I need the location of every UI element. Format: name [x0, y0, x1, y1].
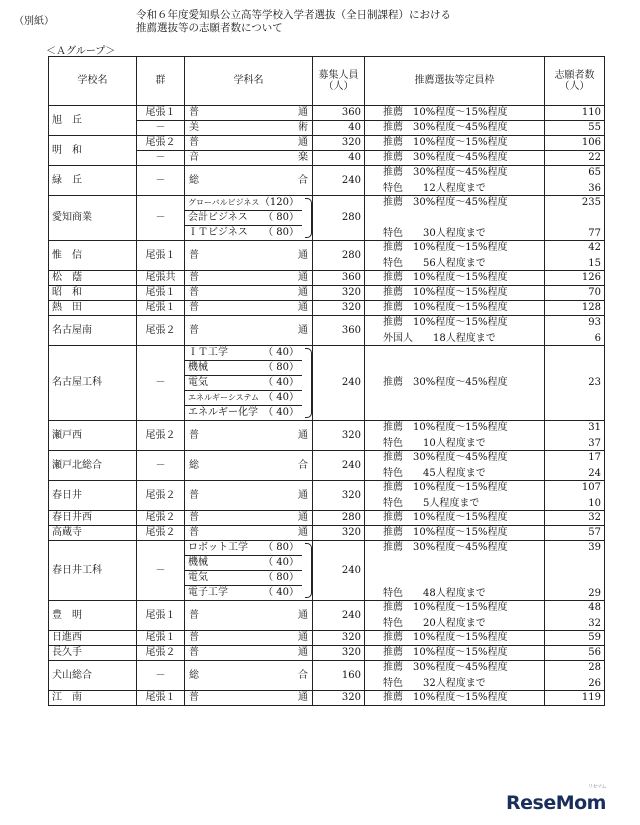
capacity-cell: 320 — [313, 526, 365, 541]
col-dept: 学科名 — [185, 57, 313, 106]
capacity-cell: 40 — [313, 121, 365, 136]
applicants-cell — [545, 316, 605, 346]
applicants-cell: 32 — [545, 511, 605, 526]
subdept-row — [185, 390, 302, 405]
dept-cell: 音 楽 — [185, 151, 313, 166]
subdept-row — [185, 346, 302, 360]
table-row — [49, 481, 605, 511]
table-row — [49, 136, 605, 151]
col-selection: 推薦選抜等定員枠 — [365, 57, 545, 106]
school-name: 豊 明 — [49, 601, 137, 631]
applicants-line: 36 — [588, 183, 601, 194]
applicants-cell: 128 — [545, 301, 605, 316]
selection-cell — [365, 316, 545, 346]
selection-cell: 推薦 10%程度～15%程度 — [365, 301, 545, 316]
table-row — [49, 421, 605, 451]
subdept-row — [185, 405, 302, 420]
subdept-name: 機械 — [188, 557, 208, 568]
table-row — [49, 346, 605, 421]
selection-line: 推薦 30%程度～45%程度 — [383, 166, 508, 178]
subdept-cell — [185, 541, 313, 601]
applicants-table — [48, 56, 605, 706]
school-name: 瀬戸北総合 — [49, 451, 137, 481]
school-name: 明 和 — [49, 136, 137, 166]
subdept-capacity: （ 40） — [263, 587, 299, 598]
school-name: 瀬戸西 — [49, 421, 137, 451]
subdept-name: グローバルビジネス — [188, 198, 260, 207]
subdept-capacity: （ 40） — [263, 347, 299, 358]
subdept-name: ＩＴビジネス — [188, 227, 248, 238]
subdept-capacity: （ 40） — [263, 392, 299, 403]
school-name: 春日井工科 — [49, 541, 137, 601]
gun-cell: 尾張２ — [137, 316, 185, 346]
dept-cell: 普 通 — [185, 526, 313, 541]
selection-cell: 推薦 10%程度～15%程度 — [365, 271, 545, 286]
school-name: 名古屋工科 — [49, 346, 137, 421]
col-capacity: 募集人員（人） — [313, 57, 365, 106]
capacity-cell: 240 — [313, 601, 365, 631]
selection-line: 特色 32人程度まで — [383, 678, 486, 689]
subdept-cell — [185, 346, 313, 421]
gun-cell: 尾張２ — [137, 136, 185, 151]
gun-cell: 尾張１ — [137, 631, 185, 646]
resemom-logo — [506, 784, 606, 814]
resemom-tagline: リセマム — [588, 784, 606, 790]
applicants-cell — [545, 601, 605, 631]
capacity-cell: 320 — [313, 286, 365, 301]
annex-label: （別紙） — [14, 16, 54, 27]
col-school: 学校名 — [49, 57, 137, 106]
subdept-name: ＩＴ工学 — [188, 347, 228, 358]
school-name: 高蔵寺 — [49, 526, 137, 541]
applicants-cell: 59 — [545, 631, 605, 646]
table-row — [49, 451, 605, 481]
applicants-line: 32 — [588, 618, 601, 629]
table-row — [49, 526, 605, 541]
applicants-cell — [545, 481, 605, 511]
gun-cell: 尾張２ — [137, 526, 185, 541]
capacity-cell: 360 — [313, 316, 365, 346]
selection-cell: 推薦 10%程度～15%程度 — [365, 646, 545, 661]
table-row — [49, 241, 605, 271]
gun-cell: 尾張１ — [137, 691, 185, 706]
table-row — [49, 106, 605, 121]
gun-cell: 尾張１ — [137, 286, 185, 301]
selection-cell — [365, 481, 545, 511]
table-row — [49, 661, 605, 691]
school-name: 緑 丘 — [49, 166, 137, 196]
applicants-cell: 55 — [545, 121, 605, 136]
applicants-cell: 70 — [545, 286, 605, 301]
gun-cell: － — [137, 451, 185, 481]
selection-cell — [365, 166, 545, 196]
table-body — [49, 106, 605, 706]
table-row — [49, 196, 605, 241]
school-name: 江 南 — [49, 691, 137, 706]
applicants-line: 17 — [588, 451, 601, 463]
applicants-line: 24 — [588, 468, 601, 479]
selection-line: 推薦 10%程度～15%程度 — [383, 481, 508, 493]
doc-title-line2: 推薦選抜等の志願者数について — [136, 22, 283, 34]
subdept-row — [185, 570, 302, 585]
school-name: 惟 信 — [49, 241, 137, 271]
selection-cell: 推薦 10%程度～15%程度 — [365, 511, 545, 526]
capacity-cell: 320 — [313, 691, 365, 706]
school-name: 松 蔭 — [49, 271, 137, 286]
selection-cell — [365, 601, 545, 631]
school-name: 春日井 — [49, 481, 137, 511]
selection-cell: 推薦 10%程度～15%程度 — [365, 286, 545, 301]
selection-cell — [365, 661, 545, 691]
subdept-name: 機械 — [188, 362, 208, 373]
selection-cell: 推薦 10%程度～15%程度 — [365, 691, 545, 706]
subdept-row — [185, 210, 302, 225]
applicants-line: 77 — [588, 228, 601, 239]
gun-cell: － — [137, 541, 185, 601]
doc-title-line1: 令和６年度愛知県公立高等学校入学者選抜（全日制課程）における — [136, 9, 451, 21]
dept-cell: 普 通 — [185, 601, 313, 631]
selection-line: 特色 45人程度まで — [383, 468, 486, 479]
applicants-line: 39 — [588, 541, 601, 553]
applicants-line: 31 — [588, 421, 601, 433]
subdept-name: 電子工学 — [188, 587, 228, 598]
school-name: 日進西 — [49, 631, 137, 646]
school-name: 長久手 — [49, 646, 137, 661]
table-row — [49, 316, 605, 346]
selection-line: 推薦 30%程度～45%程度 — [383, 541, 508, 553]
subdept-capacity: （ 40） — [263, 377, 299, 388]
dept-cell: 総 合 — [185, 166, 313, 196]
applicants-cell: 119 — [545, 691, 605, 706]
applicants-cell: 56 — [545, 646, 605, 661]
capacity-cell: 320 — [313, 481, 365, 511]
selection-cell — [365, 196, 545, 241]
gun-cell: 尾張２ — [137, 481, 185, 511]
capacity-cell: 280 — [313, 511, 365, 526]
school-name: 旭 丘 — [49, 106, 137, 136]
subdept-capacity: （120） — [259, 197, 299, 208]
dept-cell: 普 通 — [185, 646, 313, 661]
subdept-row — [185, 225, 302, 240]
capacity-cell: 360 — [313, 271, 365, 286]
applicants-cell: 23 — [545, 346, 605, 421]
table-row — [49, 691, 605, 706]
subdept-row — [185, 360, 302, 375]
school-name: 昭 和 — [49, 286, 137, 301]
capacity-cell: 240 — [313, 451, 365, 481]
applicants-cell — [545, 541, 605, 601]
capacity-cell: 280 — [313, 196, 365, 241]
selection-line: 推薦 30%程度～45%程度 — [383, 451, 508, 463]
applicants-cell: 110 — [545, 106, 605, 121]
gun-cell: 尾張１ — [137, 301, 185, 316]
applicants-line: 29 — [588, 588, 601, 599]
gun-cell: － — [137, 196, 185, 241]
gun-cell: － — [137, 121, 185, 136]
selection-line: 特色 12人程度まで — [383, 183, 486, 194]
applicants-cell — [545, 451, 605, 481]
school-name: 名古屋南 — [49, 316, 137, 346]
selection-line: 推薦 10%程度～15%程度 — [383, 241, 508, 253]
subdept-row — [185, 541, 302, 555]
table-row — [49, 286, 605, 301]
capacity-cell: 240 — [313, 541, 365, 601]
applicants-line: 37 — [588, 438, 601, 449]
bracket-line — [305, 348, 312, 418]
capacity-cell: 320 — [313, 301, 365, 316]
applicants-line: 28 — [588, 661, 601, 673]
applicants-line: 26 — [588, 678, 601, 689]
capacity-cell: 320 — [313, 136, 365, 151]
selection-cell — [365, 451, 545, 481]
capacity-cell: 240 — [313, 166, 365, 196]
col-gun: 群 — [137, 57, 185, 106]
capacity-cell: 320 — [313, 646, 365, 661]
dept-cell: 普 通 — [185, 136, 313, 151]
subdept-name: 電気 — [188, 572, 208, 583]
table-row — [49, 511, 605, 526]
subdept-capacity: （ 80） — [263, 227, 299, 238]
selection-line: 推薦 10%程度～15%程度 — [383, 421, 508, 433]
table-row — [49, 301, 605, 316]
school-name: 熱 田 — [49, 301, 137, 316]
selection-cell: 推薦 30%程度～45%程度 — [365, 121, 545, 136]
selection-line: 推薦 10%程度～15%程度 — [383, 601, 508, 613]
resemom-brand: ReseMom — [506, 792, 606, 814]
applicants-line: 42 — [588, 241, 601, 253]
subdept-cell — [185, 196, 313, 241]
selection-cell: 推薦 10%程度～15%程度 — [365, 136, 545, 151]
capacity-cell: 160 — [313, 661, 365, 691]
dept-cell: 総 合 — [185, 451, 313, 481]
dept-cell: 普 通 — [185, 481, 313, 511]
dept-cell: 普 通 — [185, 316, 313, 346]
selection-line: 推薦 30%程度～45%程度 — [383, 196, 508, 208]
school-name: 愛知商業 — [49, 196, 137, 241]
bracket-line — [305, 198, 312, 238]
applicants-cell — [545, 196, 605, 241]
applicants-cell — [545, 421, 605, 451]
subdept-capacity: （ 40） — [263, 407, 299, 418]
school-name: 春日井西 — [49, 511, 137, 526]
subdept-capacity: （ 80） — [263, 572, 299, 583]
table-row — [49, 271, 605, 286]
applicants-cell — [545, 166, 605, 196]
selection-line: 特色 56人程度まで — [383, 258, 486, 269]
dept-cell: 普 通 — [185, 691, 313, 706]
selection-cell: 推薦 10%程度～15%程度 — [365, 526, 545, 541]
capacity-cell: 360 — [313, 106, 365, 121]
subdept-row — [185, 375, 302, 390]
capacity-cell: 320 — [313, 421, 365, 451]
applicants-cell: 22 — [545, 151, 605, 166]
selection-cell — [365, 421, 545, 451]
selection-line: 特色 48人程度まで — [383, 588, 486, 599]
gun-cell: 尾張２ — [137, 511, 185, 526]
subdept-name: ロボット工学 — [188, 542, 248, 553]
subdept-capacity: （ 80） — [263, 212, 299, 223]
applicants-line: 107 — [581, 481, 601, 493]
gun-cell: － — [137, 166, 185, 196]
dept-cell: 美 術 — [185, 121, 313, 136]
selection-line: 特色 30人程度まで — [383, 228, 486, 239]
dept-cell: 普 通 — [185, 631, 313, 646]
gun-cell: － — [137, 661, 185, 691]
col-applicants: 志願者数（人） — [545, 57, 605, 106]
gun-cell: 尾張１ — [137, 601, 185, 631]
applicants-cell: 57 — [545, 526, 605, 541]
applicants-line: 15 — [588, 258, 601, 269]
school-name: 犬山総合 — [49, 661, 137, 691]
selection-line: 推薦 10%程度～15%程度 — [383, 316, 508, 328]
dept-cell: 普 通 — [185, 286, 313, 301]
dept-cell: 普 通 — [185, 511, 313, 526]
subdept-row — [185, 555, 302, 570]
table-row — [49, 166, 605, 196]
applicants-cell — [545, 661, 605, 691]
applicants-line: 48 — [588, 601, 601, 613]
gun-cell: 尾張１ — [137, 241, 185, 271]
selection-cell: 推薦 10%程度～15%程度 — [365, 106, 545, 121]
selection-line: 特色 10人程度まで — [383, 438, 486, 449]
table-row — [49, 646, 605, 661]
dept-cell: 普 通 — [185, 421, 313, 451]
gun-cell: － — [137, 346, 185, 421]
capacity-cell: 280 — [313, 241, 365, 271]
capacity-cell: 240 — [313, 346, 365, 421]
selection-cell — [365, 241, 545, 271]
capacity-cell: 40 — [313, 151, 365, 166]
dept-cell: 普 通 — [185, 241, 313, 271]
subdept-name: 電気 — [188, 377, 208, 388]
applicants-cell: 106 — [545, 136, 605, 151]
table-row — [49, 541, 605, 601]
applicants-line: 10 — [588, 498, 601, 509]
gun-cell: 尾張共 — [137, 271, 185, 286]
dept-cell: 普 通 — [185, 271, 313, 286]
selection-cell: 推薦 10%程度～15%程度 — [365, 631, 545, 646]
table-row — [49, 631, 605, 646]
selection-cell — [365, 541, 545, 601]
dept-cell: 総 合 — [185, 661, 313, 691]
subdept-capacity: （ 80） — [263, 542, 299, 553]
subdept-row — [185, 585, 302, 600]
applicants-line: 93 — [588, 316, 601, 328]
dept-cell: 普 通 — [185, 106, 313, 121]
selection-line: 推薦 30%程度～45%程度 — [383, 661, 508, 673]
table-header-row — [49, 57, 605, 106]
applicants-line: 235 — [581, 196, 601, 208]
subdept-capacity: （ 40） — [263, 557, 299, 568]
selection-cell: 推薦 30%程度～45%程度 — [365, 151, 545, 166]
subdept-row — [185, 196, 302, 210]
dept-cell: 普 通 — [185, 301, 313, 316]
applicants-line: 65 — [588, 166, 601, 178]
subdept-name: エネルギー化学 — [188, 407, 258, 418]
group-label: ＜Ａグループ＞ — [46, 46, 116, 57]
bracket-line — [305, 543, 312, 598]
applicants-cell — [545, 241, 605, 271]
subdept-name: 会計ビジネス — [188, 212, 248, 223]
selection-cell: 推薦 30%程度～45%程度 — [365, 346, 545, 421]
gun-cell: 尾張２ — [137, 646, 185, 661]
gun-cell: 尾張２ — [137, 421, 185, 451]
table-row — [49, 601, 605, 631]
subdept-capacity: （ 80） — [263, 362, 299, 373]
selection-line: 外国人 18人程度まで — [383, 333, 496, 344]
capacity-cell: 320 — [313, 631, 365, 646]
gun-cell: － — [137, 151, 185, 166]
selection-line: 特色 5人程度まで — [383, 498, 480, 509]
applicants-line: 6 — [594, 333, 601, 344]
applicants-cell: 126 — [545, 271, 605, 286]
subdept-name: エネルギーシステム — [188, 393, 260, 402]
gun-cell: 尾張１ — [137, 106, 185, 121]
selection-line: 特色 20人程度まで — [383, 618, 486, 629]
